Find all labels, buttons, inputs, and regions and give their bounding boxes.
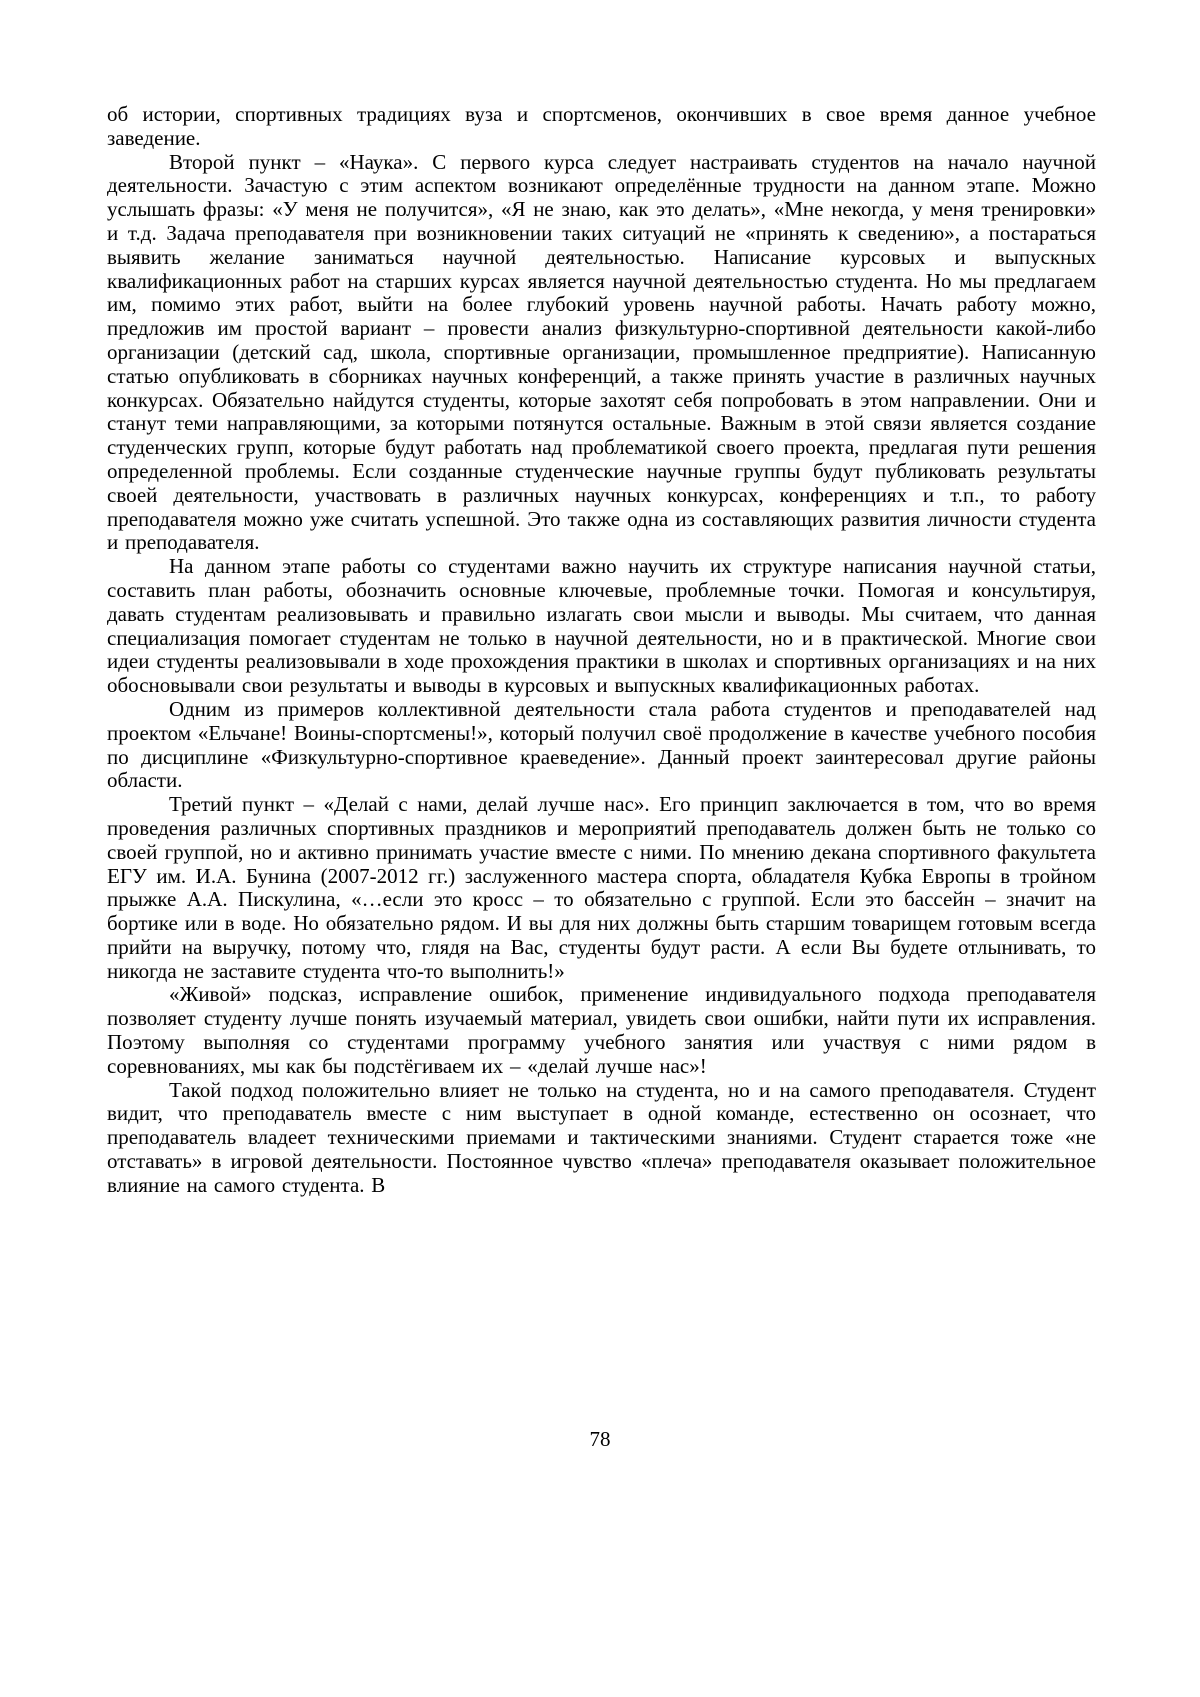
paragraph: На данном этапе работы со студентами важно научить их структуре написания научной статьи, составить план работы, обозначить основные ключевые, проблемные точки. Помогая и консультируя, давать студентам реализовывать и правильно излагать свои мысли и выводы. Мы считаем, что данная специализация помогает студентам не только в научной деятельности, но и в практической. Многие свои идеи студенты реализовывали в ходе прохождения практики в школах и спортивных организациях и на них обосновывали свои результаты и выводы в курсовых и выпускных квалификационных работах. [107, 554, 1096, 698]
paragraph: об истории, спортивных традициях вуза и спортсменов, окончивших в свое время данное учебное заведение. [107, 102, 1096, 150]
paragraph: Одним из примеров коллективной деятельности стала работа студентов и преподавателей над проектом «Ельчане! Воины-спортсмены!», который получил своё продолжение в качестве учебного пособия по дисциплине «Физкультурно-спортивное краеведение». Данный проект заинтересовал другие районы области. [107, 696, 1096, 793]
paragraph: Такой подход положительно влияет не только на студента, но и на самого преподавателя. Студент видит, что преподаватель вместе с ним выступает в одной команде, естественно он осознает, что преподаватель владеет техническими приемами и тактическими знаниями. Студент старается тоже «не отставать» в игровой деятельности. Постоянное чувство «плеча» преподавателя оказывает положительное влияние на самого студента. В [107, 1077, 1096, 1197]
paragraph: «Живой» подсказ, исправление ошибок, применение индивидуального подхода преподавателя позволяет студенту лучше понять изучаемый материал, увидеть свои ошибки, найти пути их исправления. Поэтому выполняя со студентами программу учебного занятия или участвуя с ними рядом в соревнованиях, мы как бы подстёгиваем их – «делай лучше нас»! [107, 982, 1096, 1078]
paragraph: Третий пункт – «Делай с нами, делай лучше нас». Его принцип заключается в том, что во время проведения различных спортивных праздников и мероприятий преподаватель должен быть не только со своей группой, но и активно принимать участие вместе с ними. По мнению декана спортивного факультета ЕГУ им. И.А. Бунина (2007-2012 гг.) заслуженного мастера спорта, обладателя Кубка Европы в тройном прыжке А.А. Пискулина, «…если это кросс – то обязательно с группой. Если это бассейн – значит на бортике или в воде. Но обязательно рядом. И вы для них должны быть старшим товарищем готовым всегда прийти на выручку, потому что, глядя на Вас, студенты будут расти. А если Вы будете отлынивать, то никогда не заставите студента что-то выполнить!» [107, 792, 1096, 983]
paragraph: Второй пункт – «Наука». С первого курса следует настраивать студентов на начало научной деятельности. Зачастую с этим аспектом возникают определённые трудности на данном этапе. Можно услышать фразы: «У меня не получится», «Я не знаю, как это делать», «Мне некогда, у меня тренировки» и т.д. Задача преподавателя при возникновении таких ситуаций не «принять к сведению», а постараться выявить желание заниматься научной деятельностью. Написание курсовых и выпускных квалификационных работ на старших курсах является научной деятельностью студента. Но мы предлагаем им, помимо этих работ, выйти на более глубокий уровень научной работы. Начать работу можно, предложив им простой вариант – провести анализ физкультурно-спортивной деятельности какой-либо организации (детский сад, школа, спортивные организации, промышленное предприятие). Написанную статью опубликовать в сборниках научных конференций, а также принять участие в различных научных конкурсах. Обязательно найдутся студенты, которые захотят себя попробовать в этом направлении. Они и станут теми направляющими, за которыми потянутся остальные. Важным в этой связи является создание студенческих групп, которые будут работать над проблематикой своего проекта, предлагая пути решения определенной проблемы. Если созданные студенческие научные группы будут публиковать результаты своей деятельности, участвовать в различных научных конкурсах, конференциях и т.п., то работу преподавателя можно уже считать успешной. Это также одна из составляющих развития личности студента и преподавателя. [107, 149, 1096, 555]
document-body [107, 103, 1096, 1198]
page-number: 78 [589, 1427, 611, 1452]
